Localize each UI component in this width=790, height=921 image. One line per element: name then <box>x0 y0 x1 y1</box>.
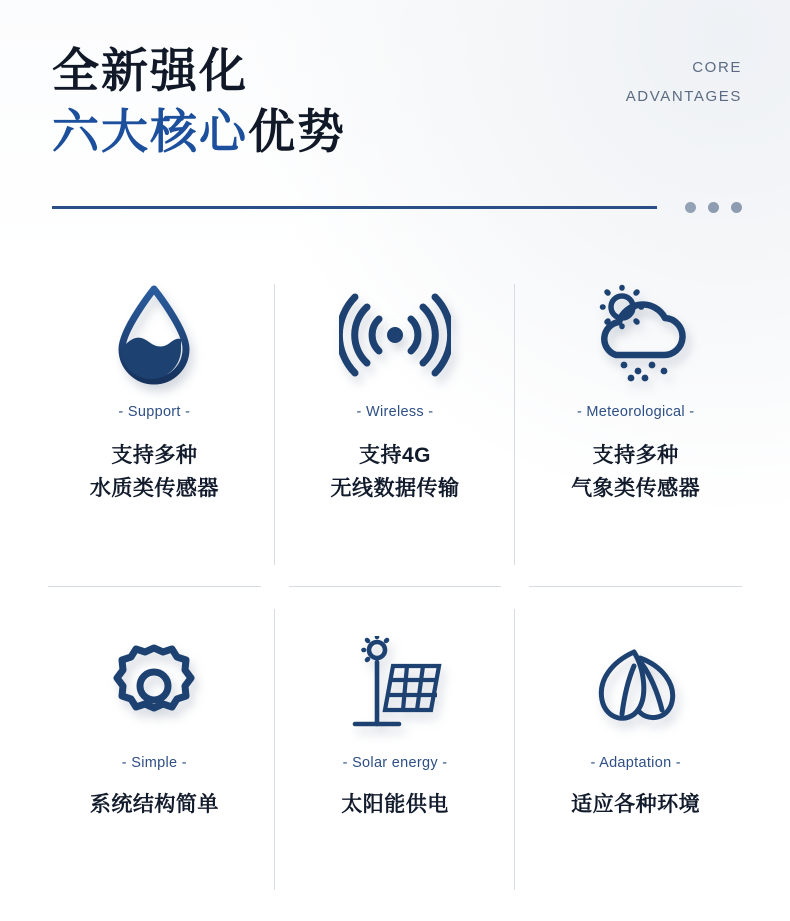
feature-line-2: 水质类传感器 <box>89 476 219 500</box>
dot-indicator-group <box>675 202 742 213</box>
weather-cloud-rain-sun-icon <box>578 280 694 390</box>
title-highlight: 六大核心 <box>52 105 248 159</box>
feature-line-1: 支持多种 <box>592 444 679 467</box>
feature-card-meteorological <box>515 262 756 587</box>
feature-kicker: - Solar energy - <box>342 755 448 771</box>
feature-card-wireless <box>275 262 516 587</box>
feature-kicker: - Wireless - <box>356 404 434 420</box>
divider-row <box>52 202 742 213</box>
title-suffix: 优势 <box>248 105 346 159</box>
leaves-icon <box>584 631 688 741</box>
water-drop-icon <box>106 280 202 390</box>
feature-line-1: 支持4G <box>358 444 431 467</box>
feature-line-1: 适应各种环境 <box>571 793 701 816</box>
title-line-2 <box>52 104 346 160</box>
eyebrow-line-1: CORE <box>692 59 742 76</box>
dot-indicator-3 <box>731 202 742 213</box>
feature-line-1: 支持多种 <box>111 444 198 467</box>
feature-line-1: 太阳能供电 <box>341 793 449 816</box>
feature-line-2: 气象类传感器 <box>571 476 701 500</box>
feature-card-adaptation <box>515 587 756 912</box>
feature-card-solar-energy <box>275 587 516 912</box>
eyebrow-line-2: ADVANTAGES <box>625 87 742 105</box>
page-title <box>52 44 346 160</box>
horizontal-rule <box>52 206 657 209</box>
wireless-signal-icon <box>339 280 451 390</box>
header <box>0 0 790 200</box>
feature-kicker: - Simple - <box>121 755 187 771</box>
solar-panel-icon <box>337 631 453 741</box>
feature-grid <box>34 262 756 912</box>
feature-kicker: - Meteorological - <box>576 404 695 420</box>
feature-line-2: 无线数据传输 <box>330 476 460 500</box>
dot-indicator-1 <box>685 202 696 213</box>
feature-kicker: - Adaptation - <box>590 755 681 771</box>
feature-kicker: - Support - <box>118 404 191 420</box>
feature-line-1: 系统结构简单 <box>89 793 219 816</box>
feature-card-support <box>34 262 275 587</box>
gear-icon <box>106 631 202 741</box>
title-line-1: 全新强化 <box>52 44 248 97</box>
feature-card-simple <box>34 587 275 912</box>
dot-indicator-2 <box>708 202 719 213</box>
eyebrow-text <box>626 54 742 111</box>
